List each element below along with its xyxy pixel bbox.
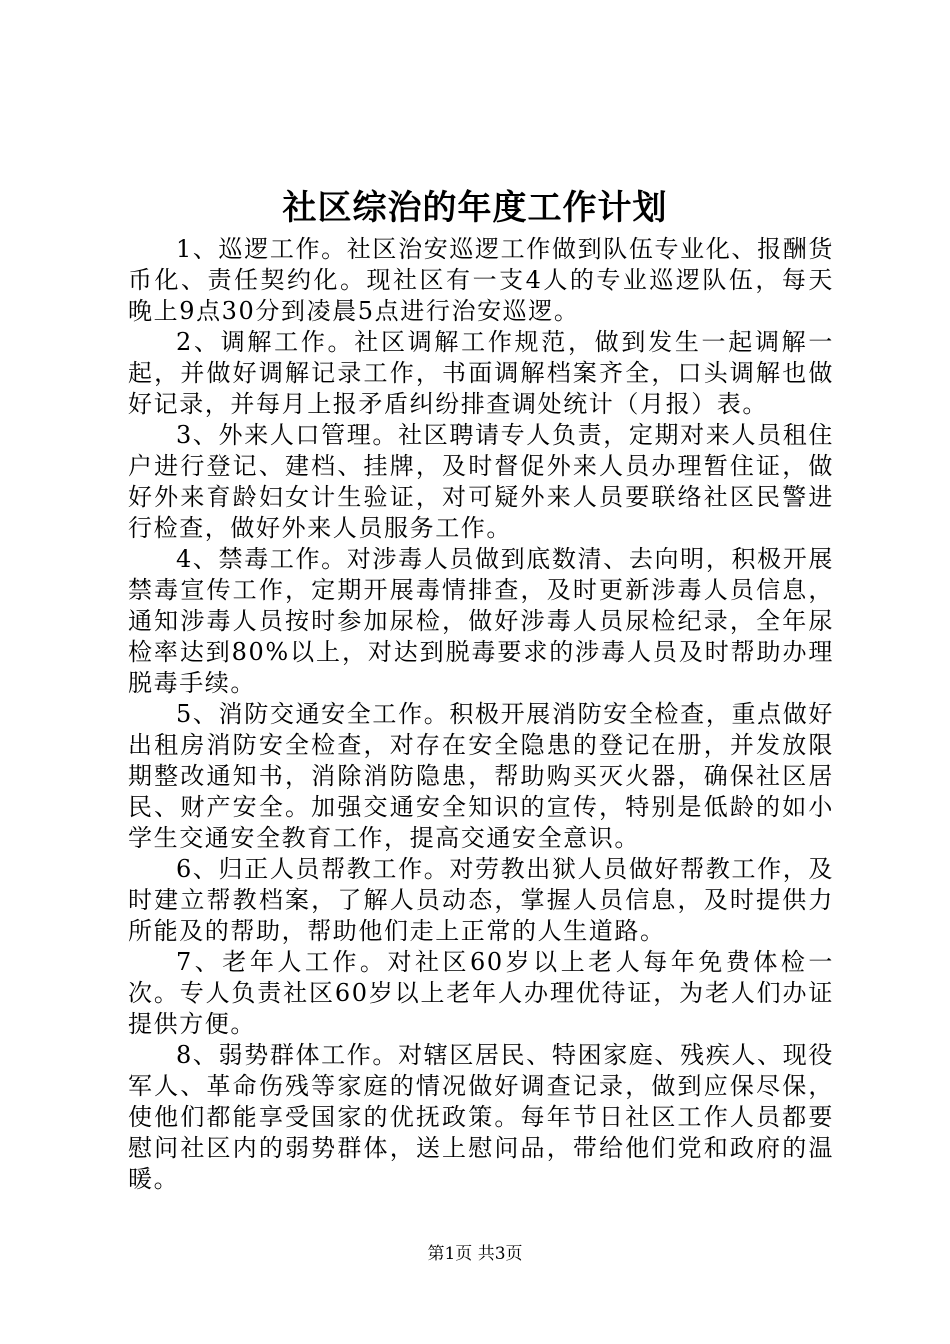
paragraph-6: 6、归正人员帮教工作。对劳教出狱人员做好帮教工作，及时建立帮教档案，了解人员动态，掌握人员信息，及时提供力所能及的帮助，帮助他们走上正常的人生道路。 (128, 855, 834, 945)
paragraph-2: 2、调解工作。社区调解工作规范，做到发生一起调解一起，并做好调解记录工作，书面调解档案齐全，口头调解也做好记录，并每月上报矛盾纠纷排查调处统计（月报）表。 (128, 328, 834, 418)
page-footer: 第1页 共3页 (427, 1244, 523, 1264)
paragraph-7: 7、老年人工作。对社区60岁以上老人每年免费体检一次。专人负责社区60岁以上老年人办理优待证，为老人们办证提供方便。 (128, 948, 834, 1038)
paragraph-4: 4、禁毒工作。对涉毒人员做到底数清、去向明，积极开展禁毒宣传工作，定期开展毒情排查，及时更新涉毒人员信息，通知涉毒人员按时参加尿检，做好涉毒人员尿检纪录，全年尿检率达到80%以上，对达到脱毒要求的涉毒人员及时帮助办理脱毒手续。 (128, 545, 834, 697)
paragraph-8: 8、弱势群体工作。对辖区居民、特困家庭、残疾人、现役军人、革命伤残等家庭的情况做好调查记录，做到应保尽保，使他们都能享受国家的优抚政策。每年节日社区工作人员都要慰问社区内的弱势群体，送上慰问品，带给他们党和政府的温暖。 (128, 1041, 834, 1193)
paragraph-3: 3、外来人口管理。社区聘请专人负责，定期对来人员租住户进行登记、建档、挂牌，及时督促外来人员办理暂住证，做好外来育龄妇女计生验证，对可疑外来人员要联络社区民警进行检查，做好外来人员服务工作。 (128, 421, 834, 542)
paragraph-1: 1、巡逻工作。社区治安巡逻工作做到队伍专业化、报酬货币化、责任契约化。现社区有一支4人的专业巡逻队伍，每天晚上9点30分到凌晨5点进行治安巡逻。 (128, 235, 834, 325)
document-title: 社区综治的年度工作计划 (282, 188, 668, 228)
document-body (128, 234, 834, 1195)
paragraph-5: 5、消防交通安全工作。积极开展消防安全检查，重点做好出租房消防安全检查，对存在安全隐患的登记在册，并发放限期整改通知书，消除消防隐患，帮助购买灭火器，确保社区居民、财产安全。加强交通安全知识的宣传，特别是低龄的如小学生交通安全教育工作，提高交通安全意识。 (128, 700, 834, 852)
